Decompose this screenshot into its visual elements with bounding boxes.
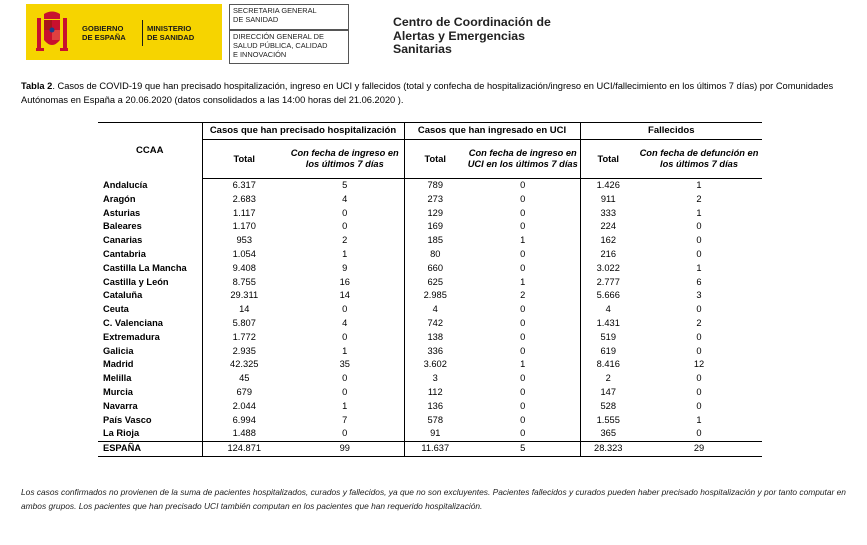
table-row xyxy=(98,372,762,386)
fall7-cell: 0 xyxy=(696,345,702,356)
group-uci-header: Casos que han ingresado en UCI xyxy=(404,123,580,140)
ccaa-cell: Castilla La Mancha xyxy=(103,262,187,273)
uci-cell: 273 xyxy=(427,193,443,204)
table-row xyxy=(98,276,762,290)
uci7-cell: 0 xyxy=(466,372,580,386)
hosp7-cell: 0 xyxy=(286,331,404,345)
hosp7-cell: 1 xyxy=(286,400,404,414)
fall-cell: 162 xyxy=(600,235,616,246)
uci7-cell: 1 xyxy=(466,358,580,372)
ccaa-cell: Murcia xyxy=(103,386,133,397)
hosp-cell: 45 xyxy=(202,372,286,386)
uci7-cell: 0 xyxy=(466,427,580,441)
uci-cell: 2.985 xyxy=(423,290,447,301)
hosp-cell: 6.317 xyxy=(202,179,286,193)
uci7-cell: 5 xyxy=(466,442,580,457)
hosp7-cell: 9 xyxy=(286,262,404,276)
gov-label: GOBIERNO DE ESPAÑA xyxy=(82,24,126,42)
fall7-cell: 1 xyxy=(696,414,702,425)
fall-cell: 1.426 xyxy=(596,180,620,190)
secretaria-box: SECRETARIA GENERAL DE SANIDAD xyxy=(229,4,349,30)
fall7-cell: 0 xyxy=(696,304,702,315)
hosp-cell: 2.044 xyxy=(202,400,286,414)
ccaa-cell: Aragón xyxy=(103,193,136,204)
table-row xyxy=(98,427,762,441)
table-row xyxy=(98,303,762,317)
uci7-cell: 0 xyxy=(466,262,580,276)
fall7-cell: 0 xyxy=(696,373,702,384)
uci-cell: 136 xyxy=(427,400,443,411)
uci7-cell: 0 xyxy=(466,414,580,428)
fall7-cell: 3 xyxy=(696,290,702,301)
uci-cell: 11.637 xyxy=(404,442,466,457)
ccaa-cell: Madrid xyxy=(103,359,134,370)
table-row xyxy=(98,289,762,303)
hosp-cell: 8.755 xyxy=(202,276,286,290)
table-row xyxy=(98,248,762,262)
hosp-cell: 1.117 xyxy=(202,207,286,221)
ccaa-cell: Cataluña xyxy=(103,290,143,301)
fall7-cell: 0 xyxy=(696,248,702,259)
fall-cell: 2 xyxy=(605,373,611,384)
fall-cell: 911 xyxy=(600,193,616,204)
hosp7-cell: 0 xyxy=(286,207,404,221)
uci-cell: 112 xyxy=(427,386,443,397)
uci7-cell: 0 xyxy=(466,303,580,317)
table-row xyxy=(98,358,762,372)
fall-cell: 2.777 xyxy=(596,276,620,287)
uci7-cell: 0 xyxy=(466,248,580,262)
hosp7-cell: 0 xyxy=(286,303,404,317)
ccaa-header: CCAA xyxy=(98,123,202,179)
government-logo xyxy=(26,4,222,60)
hosp-cell: 5.807 xyxy=(202,317,286,331)
group-hosp-header: Casos que han precisado hospitalización xyxy=(202,123,404,140)
uci-7d-header: Con fecha de ingreso en UCI en los últimos 7 días xyxy=(467,148,578,169)
hosp-cell: 14 xyxy=(202,303,286,317)
coat-of-arms-icon xyxy=(34,10,70,56)
hosp7-cell: 1 xyxy=(286,248,404,262)
hosp-cell: 42.325 xyxy=(202,358,286,372)
fall7-cell: 29 xyxy=(636,442,762,457)
fall-cell: 528 xyxy=(600,400,616,411)
table-caption xyxy=(21,80,851,107)
uci-cell: 789 xyxy=(427,180,443,190)
table-row xyxy=(98,193,762,207)
hosp7-cell: 0 xyxy=(286,372,404,386)
fall-cell: 1.555 xyxy=(596,414,620,425)
hosp7-cell: 5 xyxy=(286,179,404,193)
fall-cell: 365 xyxy=(600,428,616,439)
fall7-cell: 1 xyxy=(696,207,702,218)
table-row xyxy=(98,400,762,414)
ccaa-cell: Canarias xyxy=(103,235,143,246)
ccaa-cell: Baleares xyxy=(103,221,142,232)
table-row xyxy=(98,414,762,428)
uci7-cell: 1 xyxy=(466,234,580,248)
fall-cell: 147 xyxy=(600,386,616,397)
uci7-cell: 2 xyxy=(466,289,580,303)
ccaa-cell: Melilla xyxy=(103,373,132,384)
ccaa-cell: Andalucía xyxy=(103,179,148,190)
uci-cell: 3.602 xyxy=(423,359,447,370)
hosp-cell: 679 xyxy=(202,386,286,400)
fall-cell: 619 xyxy=(600,345,616,356)
direccion-box: DIRECCIÓN GENERAL DE SALUD PÚBLICA, CALIDAD E INNOVACIÓN xyxy=(229,30,349,64)
hosp7-cell: 0 xyxy=(286,427,404,441)
hosp-cell: 2.683 xyxy=(202,193,286,207)
uci7-cell: 0 xyxy=(466,400,580,414)
uci7-cell: 0 xyxy=(466,220,580,234)
fall7-cell: 12 xyxy=(693,359,705,370)
uci-cell: 3 xyxy=(432,373,438,384)
hosp7-cell: 14 xyxy=(286,289,404,303)
table-row xyxy=(98,234,762,248)
uci7-cell: 0 xyxy=(466,193,580,207)
ccaa-cell: Navarra xyxy=(103,400,138,411)
hosp-cell: 29.311 xyxy=(202,289,286,303)
page-header xyxy=(0,0,867,66)
ccaa-cell: La Rioja xyxy=(103,428,140,439)
uci-cell: 660 xyxy=(427,262,443,273)
hosp7-cell: 0 xyxy=(286,220,404,234)
uci-total-header: Total xyxy=(404,140,466,179)
fall-total-header: Total xyxy=(580,140,636,179)
uci-cell: 80 xyxy=(430,248,441,259)
uci-cell: 742 xyxy=(427,317,443,328)
hosp-cell: 2.935 xyxy=(202,345,286,359)
covid-table xyxy=(98,122,762,457)
hosp-total-header: Total xyxy=(202,140,286,179)
table-row xyxy=(98,386,762,400)
uci7-cell: 0 xyxy=(466,207,580,221)
ccaa-cell: País Vasco xyxy=(103,414,152,425)
table-row xyxy=(98,179,762,193)
uci7-cell: 1 xyxy=(466,276,580,290)
fall7-cell: 2 xyxy=(696,317,702,328)
table-row xyxy=(98,331,762,345)
fall-cell: 3.022 xyxy=(596,262,620,273)
fall-7d-header: Con fecha de defunción en los últimos 7 días xyxy=(639,148,759,169)
ministry-label: MINISTERIO DE SANIDAD xyxy=(147,24,195,42)
fall-cell: 519 xyxy=(600,331,616,342)
hosp-cell: 1.772 xyxy=(202,331,286,345)
ccaa-cell: Ceuta xyxy=(103,304,129,315)
hosp7-cell: 4 xyxy=(286,317,404,331)
ccaa-cell: Galicia xyxy=(103,345,134,356)
hosp7-cell: 0 xyxy=(286,386,404,400)
uci-cell: 91 xyxy=(430,428,441,439)
ccaa-cell: Extremadura xyxy=(103,331,160,342)
fall7-cell: 1 xyxy=(696,262,702,273)
fall-cell: 224 xyxy=(600,221,616,232)
table-row xyxy=(98,220,762,234)
fall-cell: 1.431 xyxy=(596,317,620,328)
uci-cell: 129 xyxy=(427,207,443,218)
hosp-cell: 124.871 xyxy=(202,442,286,457)
fall7-cell: 0 xyxy=(696,386,702,397)
uci-cell: 138 xyxy=(427,331,443,342)
uci-cell: 185 xyxy=(427,235,443,246)
uci-cell: 578 xyxy=(427,414,443,425)
hosp7-cell: 2 xyxy=(286,234,404,248)
hosp7-cell: 99 xyxy=(286,442,404,457)
caption-label: Tabla 2 xyxy=(21,81,53,91)
ccaa-cell: Asturias xyxy=(103,207,141,218)
hosp-cell: 9.408 xyxy=(202,262,286,276)
hosp7-cell: 4 xyxy=(286,193,404,207)
fall-cell: 4 xyxy=(605,304,611,315)
group-fall-header: Fallecidos xyxy=(580,123,762,140)
fall-cell: 5.666 xyxy=(596,290,620,301)
fall-cell: 28.323 xyxy=(580,442,636,457)
fall-cell: 8.416 xyxy=(596,359,620,370)
uci-cell: 336 xyxy=(427,345,443,356)
hosp-cell: 953 xyxy=(202,234,286,248)
fall7-cell: 6 xyxy=(696,276,702,287)
fall7-cell: 0 xyxy=(696,428,702,439)
centro-title: Centro de Coordinación de Alertas y Emergencias Sanitarias xyxy=(393,15,551,56)
fall7-cell: 1 xyxy=(696,180,702,190)
ccaa-cell: Castilla y León xyxy=(103,276,169,287)
total-row xyxy=(98,442,762,457)
uci7-cell: 0 xyxy=(466,345,580,359)
footnote: Los casos confirmados no provienen de la suma de pacientes hospitalizados, curados y fallecidos, ya que no son excluyentes. Pacientes fallecidos y curados pueden haber precisado hospitalización y por tanto computar en ambos grupos. Los pacientes que han precisado UCI también computan en los pacientes que han requerido hospitalización. xyxy=(21,487,846,511)
hosp7-cell: 16 xyxy=(286,276,404,290)
hosp7-cell: 35 xyxy=(286,358,404,372)
uci7-cell: 0 xyxy=(466,386,580,400)
uci-cell: 169 xyxy=(427,221,443,232)
hosp-cell: 1.488 xyxy=(202,427,286,441)
logo-divider xyxy=(142,20,143,46)
fall7-cell: 2 xyxy=(696,193,702,204)
ccaa-cell: C. Valenciana xyxy=(103,317,163,328)
hosp7-cell: 7 xyxy=(286,414,404,428)
hosp-7d-header: Con fecha de ingreso en los últimos 7 días xyxy=(290,148,399,169)
fall7-cell: 0 xyxy=(696,221,702,232)
table-row xyxy=(98,345,762,359)
uci-cell: 4 xyxy=(432,304,438,315)
hosp-cell: 6.994 xyxy=(202,414,286,428)
caption-text: . Casos de COVID-19 que han precisado hospitalización, ingreso en UCI y fallecidos (total y confecha de hospitalización/ingreso en UCI/fallecimiento en los últimos 7 días) por Comunidades Autónomas en España a 20.06.2020 (datos consolidados a las 14:00 horas del 21.06.2020 ). xyxy=(21,81,834,105)
uci7-cell: 0 xyxy=(466,179,580,193)
ccaa-cell: ESPAÑA xyxy=(98,442,202,457)
fall-cell: 333 xyxy=(600,207,616,218)
fall7-cell: 0 xyxy=(696,235,702,246)
hosp-cell: 1.054 xyxy=(202,248,286,262)
fall-cell: 216 xyxy=(600,248,616,259)
table-row xyxy=(98,317,762,331)
table-body xyxy=(98,179,762,457)
hosp7-cell: 1 xyxy=(286,345,404,359)
uci7-cell: 0 xyxy=(466,331,580,345)
uci7-cell: 0 xyxy=(466,317,580,331)
fall7-cell: 0 xyxy=(696,400,702,411)
ccaa-cell: Cantabria xyxy=(103,248,146,259)
table-row xyxy=(98,262,762,276)
table-row xyxy=(98,207,762,221)
fall7-cell: 0 xyxy=(696,331,702,342)
hosp-cell: 1.170 xyxy=(202,220,286,234)
uci-cell: 625 xyxy=(427,276,443,287)
